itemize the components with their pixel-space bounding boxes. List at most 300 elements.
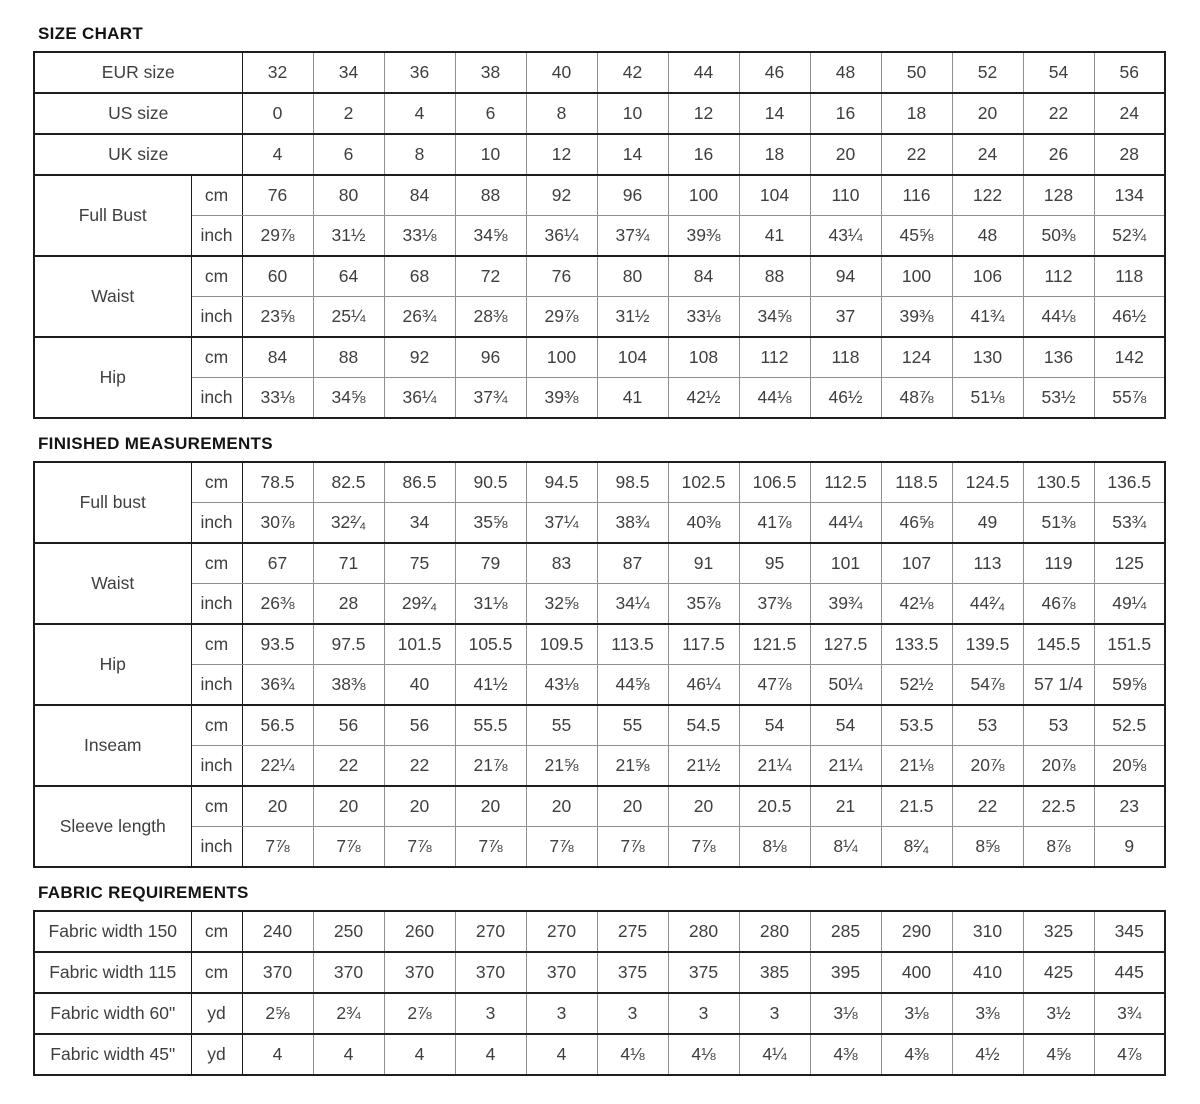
value-cell: 4⅝ [1023, 1034, 1094, 1075]
value-cell: 8⅞ [1023, 827, 1094, 868]
value-cell: 250 [313, 911, 384, 952]
value-cell: 108 [668, 337, 739, 378]
value-cell: 22 [1023, 93, 1094, 134]
unit-cell: inch [191, 378, 242, 419]
value-cell: 3⅛ [810, 993, 881, 1034]
value-cell: 42 [597, 52, 668, 93]
value-cell: 20 [313, 786, 384, 827]
value-cell: 88 [739, 256, 810, 297]
value-cell: 4 [242, 134, 313, 175]
value-cell: 44¼ [810, 503, 881, 544]
value-cell: 39⅜ [668, 216, 739, 257]
value-cell: 20 [952, 93, 1023, 134]
value-cell: 22.5 [1023, 786, 1094, 827]
value-cell: 94.5 [526, 462, 597, 503]
value-cell: 125 [1094, 543, 1165, 584]
unit-cell: inch [191, 584, 242, 625]
value-cell: 90.5 [455, 462, 526, 503]
value-cell: 52.5 [1094, 705, 1165, 746]
value-cell: 3 [739, 993, 810, 1034]
value-cell: 59⅝ [1094, 665, 1165, 706]
value-cell: 4 [313, 1034, 384, 1075]
table-row [34, 1034, 1165, 1075]
value-cell: 34 [313, 52, 384, 93]
value-cell: 104 [739, 175, 810, 216]
value-cell: 124.5 [952, 462, 1023, 503]
value-cell: 3 [455, 993, 526, 1034]
value-cell: 3¾ [1094, 993, 1165, 1034]
value-cell: 78.5 [242, 462, 313, 503]
value-cell: 4 [526, 1034, 597, 1075]
value-cell: 121.5 [739, 624, 810, 665]
value-cell: 310 [952, 911, 1023, 952]
value-cell: 56.5 [242, 705, 313, 746]
value-cell: 290 [881, 911, 952, 952]
value-cell: 30⅞ [242, 503, 313, 544]
row-label: Fabric width 60" [34, 993, 191, 1034]
value-cell: 52¾ [1094, 216, 1165, 257]
row-label: Fabric width 150 [34, 911, 191, 952]
value-cell: 136.5 [1094, 462, 1165, 503]
value-cell: 82.5 [313, 462, 384, 503]
value-cell: 3⅜ [952, 993, 1023, 1034]
row-label: Waist [34, 256, 191, 337]
value-cell: 38 [455, 52, 526, 93]
value-cell: 105.5 [455, 624, 526, 665]
value-cell: 53½ [1023, 378, 1094, 419]
table-row [34, 746, 1165, 787]
row-label: US size [34, 93, 242, 134]
value-cell: 20⅞ [1023, 746, 1094, 787]
value-cell: 345 [1094, 911, 1165, 952]
value-cell: 41½ [455, 665, 526, 706]
value-cell: 20 [242, 786, 313, 827]
value-cell: 16 [668, 134, 739, 175]
table-row [34, 297, 1165, 338]
value-cell: 80 [597, 256, 668, 297]
value-cell: 94 [810, 256, 881, 297]
unit-cell: inch [191, 746, 242, 787]
value-cell: 24 [1094, 93, 1165, 134]
value-cell: 31½ [313, 216, 384, 257]
value-cell: 49 [952, 503, 1023, 544]
value-cell: 8⅛ [739, 827, 810, 868]
value-cell: 21⅝ [526, 746, 597, 787]
value-cell: 40⅜ [668, 503, 739, 544]
value-cell: 46½ [810, 378, 881, 419]
value-cell: 12 [526, 134, 597, 175]
value-cell: 4¼ [739, 1034, 810, 1075]
table-row [34, 993, 1165, 1034]
value-cell: 7⅞ [597, 827, 668, 868]
value-cell: 56 [313, 705, 384, 746]
value-cell: 102.5 [668, 462, 739, 503]
value-cell: 39⅜ [881, 297, 952, 338]
value-cell: 118 [1094, 256, 1165, 297]
table-row [34, 543, 1165, 584]
value-cell: 20 [384, 786, 455, 827]
value-cell: 45⅝ [881, 216, 952, 257]
value-cell: 4⅜ [881, 1034, 952, 1075]
value-cell: 7⅞ [668, 827, 739, 868]
value-cell: 21½ [668, 746, 739, 787]
table-row [34, 911, 1165, 952]
value-cell: 18 [881, 93, 952, 134]
value-cell: 24 [952, 134, 1023, 175]
value-cell: 53¾ [1094, 503, 1165, 544]
value-cell: 400 [881, 952, 952, 993]
value-cell: 37¾ [597, 216, 668, 257]
value-cell: 4⅞ [1094, 1034, 1165, 1075]
value-cell: 96 [455, 337, 526, 378]
value-cell: 3 [526, 993, 597, 1034]
value-cell: 260 [384, 911, 455, 952]
value-cell: 44²⁄₄ [952, 584, 1023, 625]
value-cell: 49¼ [1094, 584, 1165, 625]
row-label: UK size [34, 134, 242, 175]
value-cell: 32⅝ [526, 584, 597, 625]
table-row [34, 584, 1165, 625]
value-cell: 79 [455, 543, 526, 584]
value-cell: 2¾ [313, 993, 384, 1034]
value-cell: 34⅝ [739, 297, 810, 338]
value-cell: 8²⁄₄ [881, 827, 952, 868]
row-label: Waist [34, 543, 191, 624]
value-cell: 26 [1023, 134, 1094, 175]
section-title-fabric-requirements: FABRIC REQUIREMENTS [38, 883, 249, 902]
value-cell: 55 [526, 705, 597, 746]
value-cell: 119 [1023, 543, 1094, 584]
value-cell: 53 [1023, 705, 1094, 746]
value-cell: 38⅜ [313, 665, 384, 706]
value-cell: 127.5 [810, 624, 881, 665]
unit-cell: yd [191, 993, 242, 1034]
value-cell: 7⅞ [242, 827, 313, 868]
value-cell: 110 [810, 175, 881, 216]
value-cell: 133.5 [881, 624, 952, 665]
value-cell: 33⅛ [384, 216, 455, 257]
value-cell: 38¾ [597, 503, 668, 544]
value-cell: 151.5 [1094, 624, 1165, 665]
value-cell: 130.5 [1023, 462, 1094, 503]
value-cell: 112 [739, 337, 810, 378]
value-cell: 50 [881, 52, 952, 93]
value-cell: 72 [455, 256, 526, 297]
value-cell: 3 [597, 993, 668, 1034]
value-cell: 50¼ [810, 665, 881, 706]
value-cell: 101.5 [384, 624, 455, 665]
value-cell: 42⅛ [881, 584, 952, 625]
table-row [34, 134, 1165, 175]
value-cell: 21¼ [739, 746, 810, 787]
value-cell: 96 [597, 175, 668, 216]
unit-cell: cm [191, 256, 242, 297]
value-cell: 71 [313, 543, 384, 584]
value-cell: 395 [810, 952, 881, 993]
value-cell: 112.5 [810, 462, 881, 503]
value-cell: 57 1/4 [1023, 665, 1094, 706]
value-cell: 425 [1023, 952, 1094, 993]
value-cell: 21.5 [881, 786, 952, 827]
unit-cell: inch [191, 503, 242, 544]
table-row [34, 503, 1165, 544]
unit-cell: inch [191, 827, 242, 868]
value-cell: 55 [597, 705, 668, 746]
value-cell: 122 [952, 175, 1023, 216]
value-cell: 130 [952, 337, 1023, 378]
value-cell: 86.5 [384, 462, 455, 503]
value-cell: 36¾ [242, 665, 313, 706]
table-row [34, 462, 1165, 503]
value-cell: 20 [455, 786, 526, 827]
value-cell: 21⅛ [881, 746, 952, 787]
value-cell: 32²⁄₄ [313, 503, 384, 544]
value-cell: 21¼ [810, 746, 881, 787]
value-cell: 52 [952, 52, 1023, 93]
value-cell: 43¼ [810, 216, 881, 257]
value-cell: 21⅞ [455, 746, 526, 787]
value-cell: 14 [739, 93, 810, 134]
value-cell: 28 [1094, 134, 1165, 175]
value-cell: 116 [881, 175, 952, 216]
unit-cell: cm [191, 624, 242, 665]
value-cell: 4 [384, 1034, 455, 1075]
value-cell: 109.5 [526, 624, 597, 665]
row-label: Full Bust [34, 175, 191, 256]
value-cell: 80 [313, 175, 384, 216]
value-cell: 14 [597, 134, 668, 175]
value-cell: 44⅛ [1023, 297, 1094, 338]
value-cell: 93.5 [242, 624, 313, 665]
value-cell: 31⅛ [455, 584, 526, 625]
value-cell: 107 [881, 543, 952, 584]
value-cell: 142 [1094, 337, 1165, 378]
value-cell: 95 [739, 543, 810, 584]
unit-cell: cm [191, 337, 242, 378]
value-cell: 8 [384, 134, 455, 175]
value-cell: 2⅞ [384, 993, 455, 1034]
value-cell: 75 [384, 543, 455, 584]
table-row [34, 216, 1165, 257]
value-cell: 41⅞ [739, 503, 810, 544]
value-cell: 60 [242, 256, 313, 297]
value-cell: 64 [313, 256, 384, 297]
table-row [34, 175, 1165, 216]
row-label: Sleeve length [34, 786, 191, 867]
unit-cell: cm [191, 175, 242, 216]
value-cell: 10 [455, 134, 526, 175]
unit-cell: cm [191, 705, 242, 746]
value-cell: 20 [810, 134, 881, 175]
value-cell: 46¼ [668, 665, 739, 706]
unit-cell: cm [191, 462, 242, 503]
value-cell: 76 [242, 175, 313, 216]
row-label: Fabric width 115 [34, 952, 191, 993]
value-cell: 370 [526, 952, 597, 993]
value-cell: 22 [313, 746, 384, 787]
value-cell: 23 [1094, 786, 1165, 827]
value-cell: 21⅝ [597, 746, 668, 787]
value-cell: 7⅞ [384, 827, 455, 868]
value-cell: 54.5 [668, 705, 739, 746]
value-cell: 22¼ [242, 746, 313, 787]
value-cell: 12 [668, 93, 739, 134]
row-label: Hip [34, 337, 191, 418]
table-row [34, 52, 1165, 93]
finished-measurements-table [33, 461, 1166, 868]
value-cell: 375 [668, 952, 739, 993]
value-cell: 47⅞ [739, 665, 810, 706]
value-cell: 39¾ [810, 584, 881, 625]
value-cell: 370 [384, 952, 455, 993]
value-cell: 34 [384, 503, 455, 544]
table-row [34, 93, 1165, 134]
value-cell: 55⅞ [1094, 378, 1165, 419]
value-cell: 48 [952, 216, 1023, 257]
value-cell: 113 [952, 543, 1023, 584]
value-cell: 46⅞ [1023, 584, 1094, 625]
size-chart-table [33, 51, 1166, 419]
value-cell: 100 [881, 256, 952, 297]
value-cell: 33⅛ [242, 378, 313, 419]
value-cell: 56 [1094, 52, 1165, 93]
value-cell: 26¾ [384, 297, 455, 338]
row-label: EUR size [34, 52, 242, 93]
table-row [34, 378, 1165, 419]
value-cell: 8⅝ [952, 827, 1023, 868]
value-cell: 33⅛ [668, 297, 739, 338]
value-cell: 8¼ [810, 827, 881, 868]
value-cell: 87 [597, 543, 668, 584]
value-cell: 4⅛ [668, 1034, 739, 1075]
value-cell: 370 [313, 952, 384, 993]
value-cell: 134 [1094, 175, 1165, 216]
value-cell: 53.5 [881, 705, 952, 746]
value-cell: 20 [668, 786, 739, 827]
value-cell: 22 [952, 786, 1023, 827]
value-cell: 4 [242, 1034, 313, 1075]
value-cell: 91 [668, 543, 739, 584]
value-cell: 37 [810, 297, 881, 338]
table-row [34, 665, 1165, 706]
value-cell: 29²⁄₄ [384, 584, 455, 625]
value-cell: 37¾ [455, 378, 526, 419]
value-cell: 92 [526, 175, 597, 216]
row-label: Inseam [34, 705, 191, 786]
fabric-requirements-table [33, 910, 1166, 1076]
value-cell: 20 [597, 786, 668, 827]
value-cell: 34¼ [597, 584, 668, 625]
value-cell: 270 [455, 911, 526, 952]
value-cell: 34⅝ [455, 216, 526, 257]
value-cell: 37⅜ [739, 584, 810, 625]
value-cell: 275 [597, 911, 668, 952]
row-label: Fabric width 45" [34, 1034, 191, 1075]
table-row [34, 624, 1165, 665]
value-cell: 88 [313, 337, 384, 378]
value-cell: 20 [526, 786, 597, 827]
value-cell: 139.5 [952, 624, 1023, 665]
value-cell: 20⅝ [1094, 746, 1165, 787]
value-cell: 54⅞ [952, 665, 1023, 706]
section-title-size-chart: SIZE CHART [38, 24, 143, 43]
unit-cell: inch [191, 297, 242, 338]
value-cell: 98.5 [597, 462, 668, 503]
value-cell: 40 [526, 52, 597, 93]
value-cell: 26⅜ [242, 584, 313, 625]
value-cell: 68 [384, 256, 455, 297]
value-cell: 4½ [952, 1034, 1023, 1075]
value-cell: 100 [526, 337, 597, 378]
value-cell: 280 [668, 911, 739, 952]
value-cell: 36 [384, 52, 455, 93]
value-cell: 118.5 [881, 462, 952, 503]
value-cell: 43⅛ [526, 665, 597, 706]
value-cell: 51⅛ [952, 378, 1023, 419]
value-cell: 9 [1094, 827, 1165, 868]
value-cell: 53 [952, 705, 1023, 746]
value-cell: 35⅝ [455, 503, 526, 544]
value-cell: 0 [242, 93, 313, 134]
value-cell: 56 [384, 705, 455, 746]
value-cell: 4 [455, 1034, 526, 1075]
value-cell: 88 [455, 175, 526, 216]
value-cell: 2⅝ [242, 993, 313, 1034]
value-cell: 4⅛ [597, 1034, 668, 1075]
value-cell: 25¼ [313, 297, 384, 338]
value-cell: 375 [597, 952, 668, 993]
value-cell: 41 [739, 216, 810, 257]
unit-cell: cm [191, 911, 242, 952]
value-cell: 40 [384, 665, 455, 706]
value-cell: 39⅜ [526, 378, 597, 419]
value-cell: 55.5 [455, 705, 526, 746]
value-cell: 113.5 [597, 624, 668, 665]
value-cell: 46½ [1094, 297, 1165, 338]
value-cell: 41 [597, 378, 668, 419]
value-cell: 29⅞ [242, 216, 313, 257]
value-cell: 410 [952, 952, 1023, 993]
value-cell: 35⅞ [668, 584, 739, 625]
unit-cell: yd [191, 1034, 242, 1075]
value-cell: 3½ [1023, 993, 1094, 1034]
value-cell: 124 [881, 337, 952, 378]
value-cell: 2 [313, 93, 384, 134]
value-cell: 285 [810, 911, 881, 952]
value-cell: 54 [810, 705, 881, 746]
value-cell: 145.5 [1023, 624, 1094, 665]
value-cell: 41¾ [952, 297, 1023, 338]
value-cell: 8 [526, 93, 597, 134]
value-cell: 445 [1094, 952, 1165, 993]
value-cell: 4 [384, 93, 455, 134]
value-cell: 10 [597, 93, 668, 134]
value-cell: 3⅛ [881, 993, 952, 1034]
table-row [34, 827, 1165, 868]
value-cell: 36¼ [526, 216, 597, 257]
value-cell: 29⅞ [526, 297, 597, 338]
value-cell: 67 [242, 543, 313, 584]
unit-cell: inch [191, 216, 242, 257]
value-cell: 37¼ [526, 503, 597, 544]
table-row [34, 952, 1165, 993]
value-cell: 270 [526, 911, 597, 952]
value-cell: 21 [810, 786, 881, 827]
table-row [34, 786, 1165, 827]
value-cell: 117.5 [668, 624, 739, 665]
value-cell: 34⅝ [313, 378, 384, 419]
value-cell: 46⅝ [881, 503, 952, 544]
